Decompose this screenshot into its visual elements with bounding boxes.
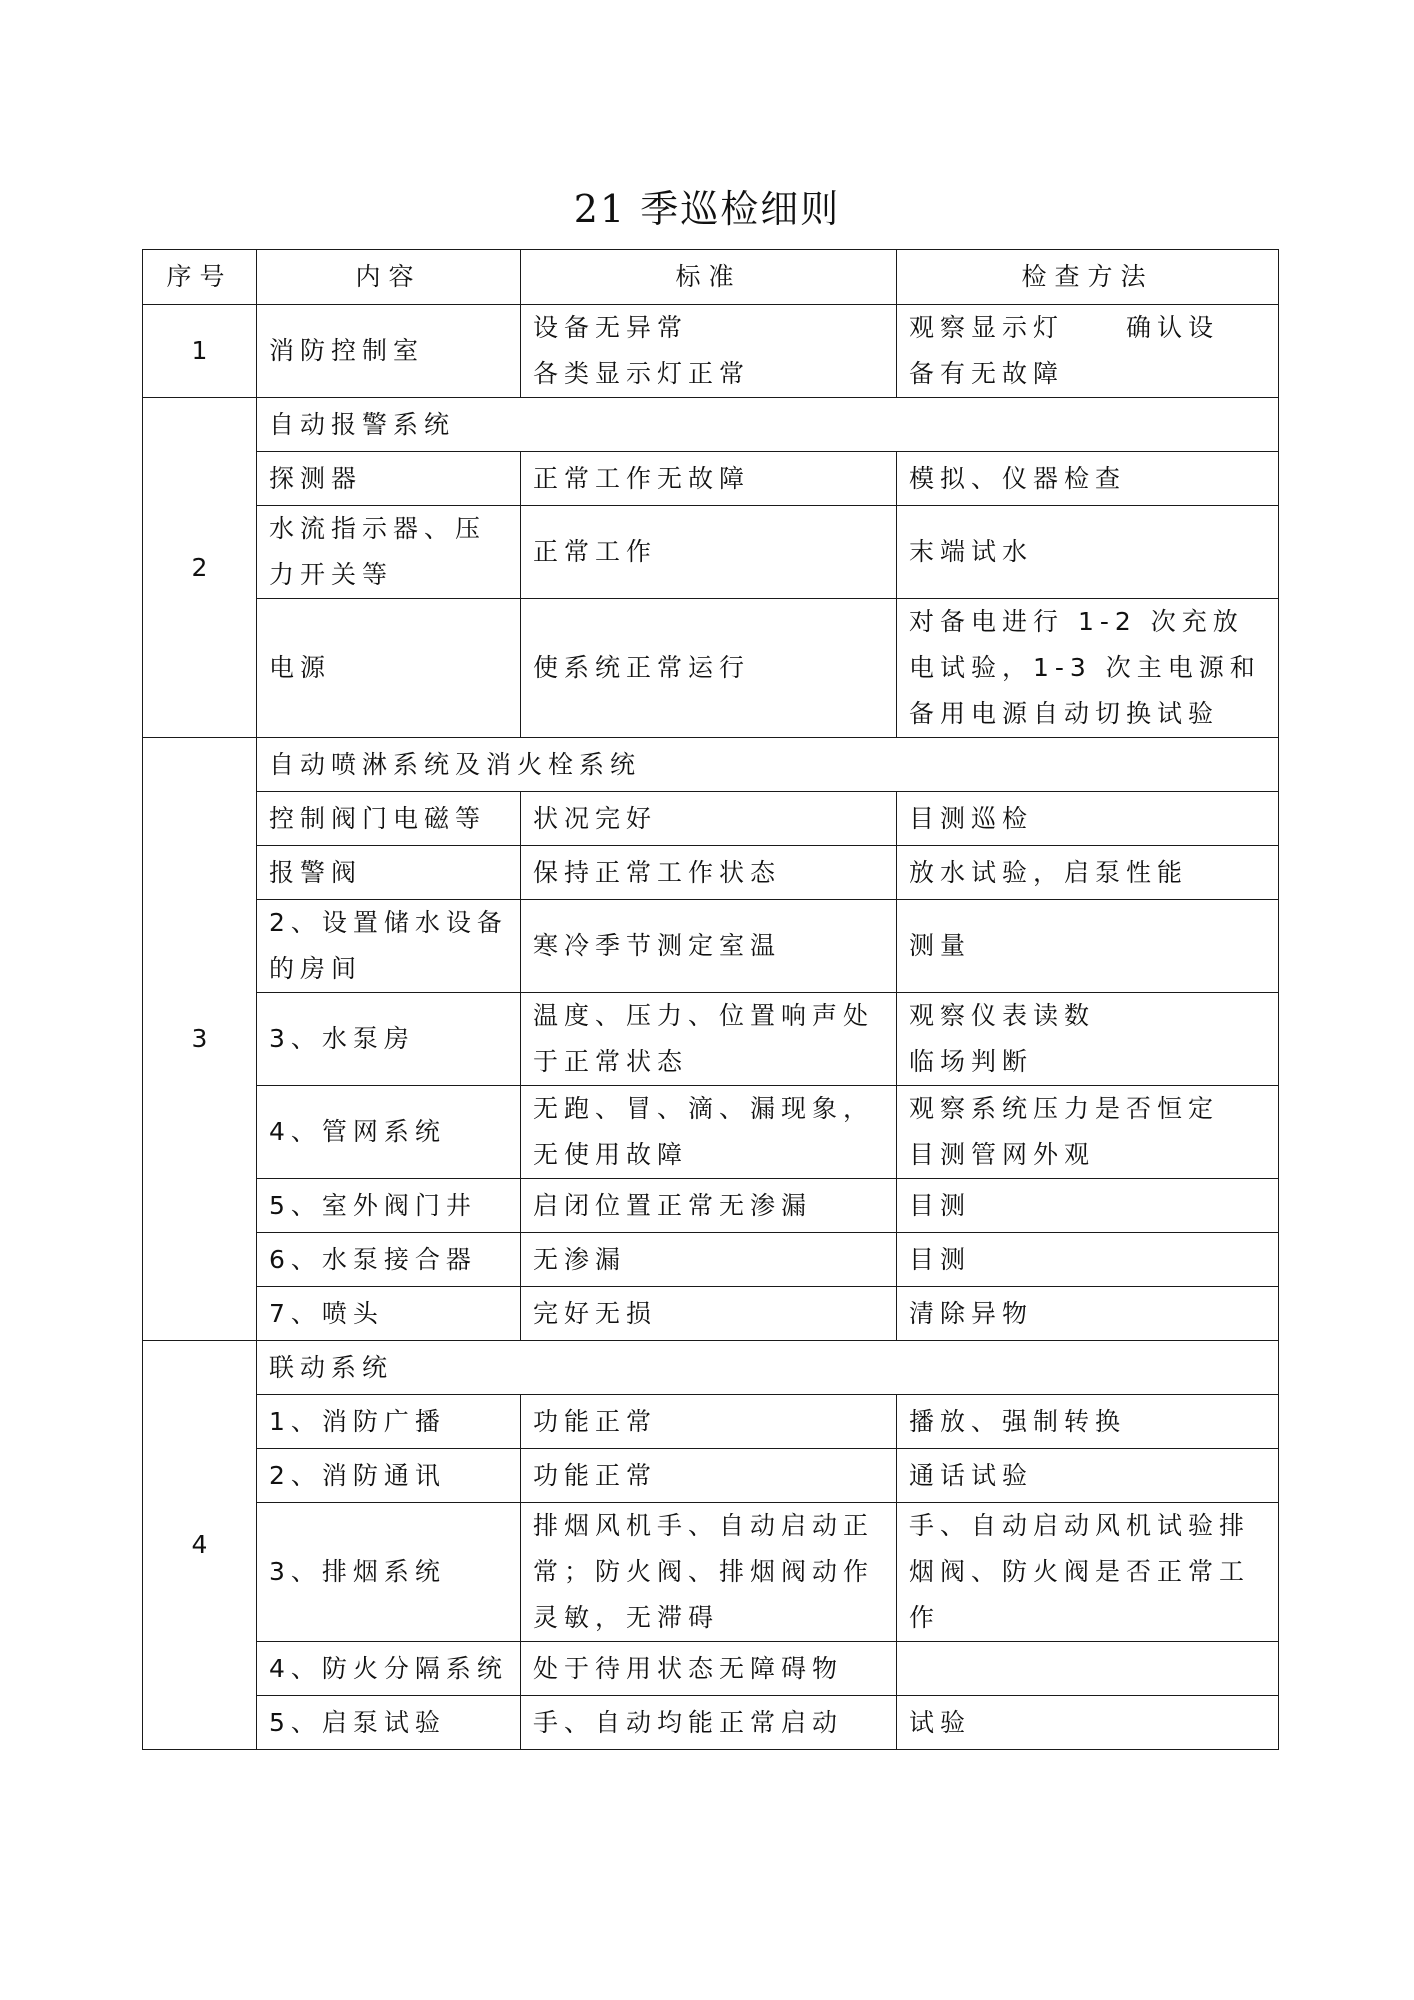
content-cell-line: 电源: [269, 653, 332, 682]
content-cell-line: 力开关等: [269, 560, 394, 589]
standard-cell-line: 无使用故障: [533, 1140, 689, 1169]
content-cell: [257, 1395, 521, 1449]
content-cell: [257, 506, 521, 599]
method-cell-line: 放水试验，启泵性能: [909, 857, 1189, 887]
content-cell-line: 3、排烟系统: [269, 1557, 446, 1586]
table-row: [143, 1395, 1279, 1449]
content-cell-line: 消防控制室: [269, 336, 425, 365]
table-row: [143, 1503, 1279, 1642]
method-cell-line: 清除异物: [909, 1298, 1034, 1328]
section-title: 自动报警系统: [257, 398, 1279, 452]
standard-cell-line: 寒冷季节测定室温: [533, 931, 782, 960]
method-cell-line: 观察显示灯 确认设: [909, 313, 1220, 342]
header-method: 检查方法: [897, 250, 1279, 305]
content-cell: [257, 1287, 521, 1341]
content-cell: [257, 1179, 521, 1233]
method-cell: [897, 1287, 1279, 1341]
content-cell: [257, 1642, 521, 1696]
method-cell: [897, 1642, 1279, 1696]
table-row: [143, 1642, 1279, 1696]
content-cell-line: 7、喷头: [269, 1298, 384, 1328]
header-content: 内容: [257, 250, 521, 305]
content-cell: [257, 1503, 521, 1642]
content-cell: [257, 599, 521, 738]
method-cell-line: 观察系统压力是否恒定: [909, 1094, 1220, 1123]
section-row: [143, 398, 1279, 452]
table-row: [143, 506, 1279, 599]
content-cell-line: 1、消防广播: [269, 1406, 446, 1436]
content-cell-line: 控制阀门电磁等: [269, 803, 487, 833]
standard-cell: [521, 1233, 897, 1287]
table-row: [143, 599, 1279, 738]
standard-cell-line: 于正常状态: [533, 1047, 689, 1076]
standard-cell-line: 灵敏，无滞碍: [533, 1603, 720, 1632]
content-cell: [257, 900, 521, 993]
standard-cell: [521, 792, 897, 846]
method-cell: [897, 599, 1279, 738]
table-row: [143, 846, 1279, 900]
method-cell-line: 目测: [909, 1190, 972, 1220]
standard-cell: [521, 452, 897, 506]
method-cell-line: 目测巡检: [909, 803, 1034, 833]
method-cell-line: 备有无故障: [909, 359, 1065, 388]
standard-cell-line: 无渗漏: [533, 1244, 627, 1274]
standard-cell: [521, 900, 897, 993]
method-cell-line: 末端试水: [909, 537, 1034, 566]
table-row: [143, 1696, 1279, 1750]
header-standard: 标准: [521, 250, 897, 305]
content-cell-line: 水流指示器、压: [269, 514, 487, 543]
standard-cell-line: 处于待用状态无障碍物: [533, 1653, 844, 1683]
content-cell: [257, 1449, 521, 1503]
method-cell: [897, 1503, 1279, 1642]
table-row: [143, 1233, 1279, 1287]
method-cell: [897, 305, 1279, 398]
method-cell: [897, 846, 1279, 900]
content-cell: [257, 792, 521, 846]
content-cell: [257, 846, 521, 900]
standard-cell: [521, 993, 897, 1086]
standard-cell-line: 各类显示灯正常: [533, 359, 751, 388]
section-row: [143, 738, 1279, 792]
inspection-table: [142, 249, 1279, 1750]
standard-cell-line: 使系统正常运行: [533, 653, 751, 682]
method-cell: [897, 1449, 1279, 1503]
section-title: 联动系统: [257, 1341, 1279, 1395]
standard-cell-line: 常；防火阀、排烟阀动作: [533, 1557, 875, 1586]
method-cell-line: 电试验，1-3 次主电源和: [909, 653, 1261, 682]
content-cell-line: 报警阀: [269, 857, 363, 887]
standard-cell-line: 手、自动均能正常启动: [533, 1707, 844, 1737]
standard-cell: [521, 1287, 897, 1341]
content-cell: [257, 993, 521, 1086]
content-cell-line: 4、防火分隔系统: [269, 1653, 508, 1683]
standard-cell: [521, 846, 897, 900]
header-number: 序号: [143, 250, 257, 305]
method-cell-line: 通话试验: [909, 1460, 1034, 1490]
standard-cell-line: 温度、压力、位置响声处: [533, 1001, 875, 1030]
standard-cell-line: 正常工作: [533, 537, 658, 566]
method-cell-line: 烟阀、防火阀是否正常工: [909, 1557, 1251, 1586]
content-cell: [257, 452, 521, 506]
standard-cell-line: 无跑、冒、滴、漏现象，: [533, 1094, 875, 1123]
method-cell-line: 播放、强制转换: [909, 1406, 1127, 1436]
standard-cell: [521, 1086, 897, 1179]
table-row: [143, 993, 1279, 1086]
content-cell-line: 3、水泵房: [269, 1024, 415, 1053]
method-cell-line: 试验: [909, 1707, 972, 1737]
method-cell: [897, 1696, 1279, 1750]
section-title: 自动喷淋系统及消火栓系统: [257, 738, 1279, 792]
table-row: [143, 792, 1279, 846]
content-cell-line: 6、水泵接合器: [269, 1244, 477, 1274]
table-body: [143, 305, 1279, 1750]
standard-cell-line: 启闭位置正常无渗漏: [533, 1190, 813, 1220]
row-number: 4: [143, 1341, 257, 1750]
standard-cell: [521, 506, 897, 599]
method-cell-line: 备用电源自动切换试验: [909, 699, 1220, 728]
standard-cell-line: 完好无损: [533, 1298, 658, 1328]
page-title: 21 季巡检细则: [573, 187, 841, 231]
content-cell: [257, 1233, 521, 1287]
content-cell: [257, 305, 521, 398]
method-cell: [897, 1179, 1279, 1233]
content-cell-line: 的房间: [269, 954, 363, 983]
standard-cell: [521, 1179, 897, 1233]
method-cell: [897, 792, 1279, 846]
standard-cell: [521, 1503, 897, 1642]
method-cell: [897, 993, 1279, 1086]
content-cell-line: 探测器: [269, 463, 363, 493]
standard-cell: [521, 305, 897, 398]
section-row: [143, 1341, 1279, 1395]
table-row: [143, 452, 1279, 506]
method-cell-line: 作: [909, 1603, 941, 1632]
standard-cell-line: 排烟风机手、自动启动正: [533, 1511, 875, 1540]
row-number: 3: [143, 738, 257, 1341]
method-cell: [897, 900, 1279, 993]
row-number: 1: [143, 305, 257, 398]
standard-cell: [521, 599, 897, 738]
table-row: [143, 900, 1279, 993]
content-cell-line: 4、管网系统: [269, 1117, 446, 1146]
content-cell: [257, 1086, 521, 1179]
method-cell-line: 目测管网外观: [909, 1140, 1096, 1169]
table-row: [143, 1287, 1279, 1341]
table-row: [143, 305, 1279, 398]
content-cell-line: 5、启泵试验: [269, 1707, 446, 1737]
standard-cell-line: 功能正常: [533, 1406, 658, 1436]
standard-cell-line: 设备无异常: [533, 313, 689, 342]
method-cell-line: 临场判断: [909, 1047, 1034, 1076]
standard-cell-line: 保持正常工作状态: [533, 857, 782, 887]
table-row: [143, 1449, 1279, 1503]
standard-cell: [521, 1395, 897, 1449]
method-cell-line: 模拟、仪器检查: [909, 463, 1127, 493]
method-cell-line: 手、自动启动风机试验排: [909, 1511, 1251, 1540]
method-cell: [897, 506, 1279, 599]
method-cell-line: 观察仪表读数: [909, 1001, 1096, 1030]
method-cell: [897, 452, 1279, 506]
method-cell: [897, 1395, 1279, 1449]
table-row: [143, 1179, 1279, 1233]
standard-cell-line: 正常工作无故障: [533, 463, 751, 493]
method-cell: [897, 1233, 1279, 1287]
content-cell-line: 2、消防通讯: [269, 1460, 446, 1490]
table-header-row: [143, 250, 1279, 305]
standard-cell: [521, 1449, 897, 1503]
standard-cell: [521, 1696, 897, 1750]
content-cell-line: 5、室外阀门井: [269, 1190, 477, 1220]
standard-cell-line: 状况完好: [533, 803, 658, 833]
method-cell: [897, 1086, 1279, 1179]
method-cell-line: 目测: [909, 1244, 972, 1274]
standard-cell: [521, 1642, 897, 1696]
method-cell-line: 对备电进行 1-2 次充放: [909, 607, 1244, 636]
content-cell: [257, 1696, 521, 1750]
content-cell-line: 2、设置储水设备: [269, 908, 508, 937]
method-cell-line: 测量: [909, 931, 972, 960]
row-number: 2: [143, 398, 257, 738]
standard-cell-line: 功能正常: [533, 1460, 658, 1490]
table-row: [143, 1086, 1279, 1179]
